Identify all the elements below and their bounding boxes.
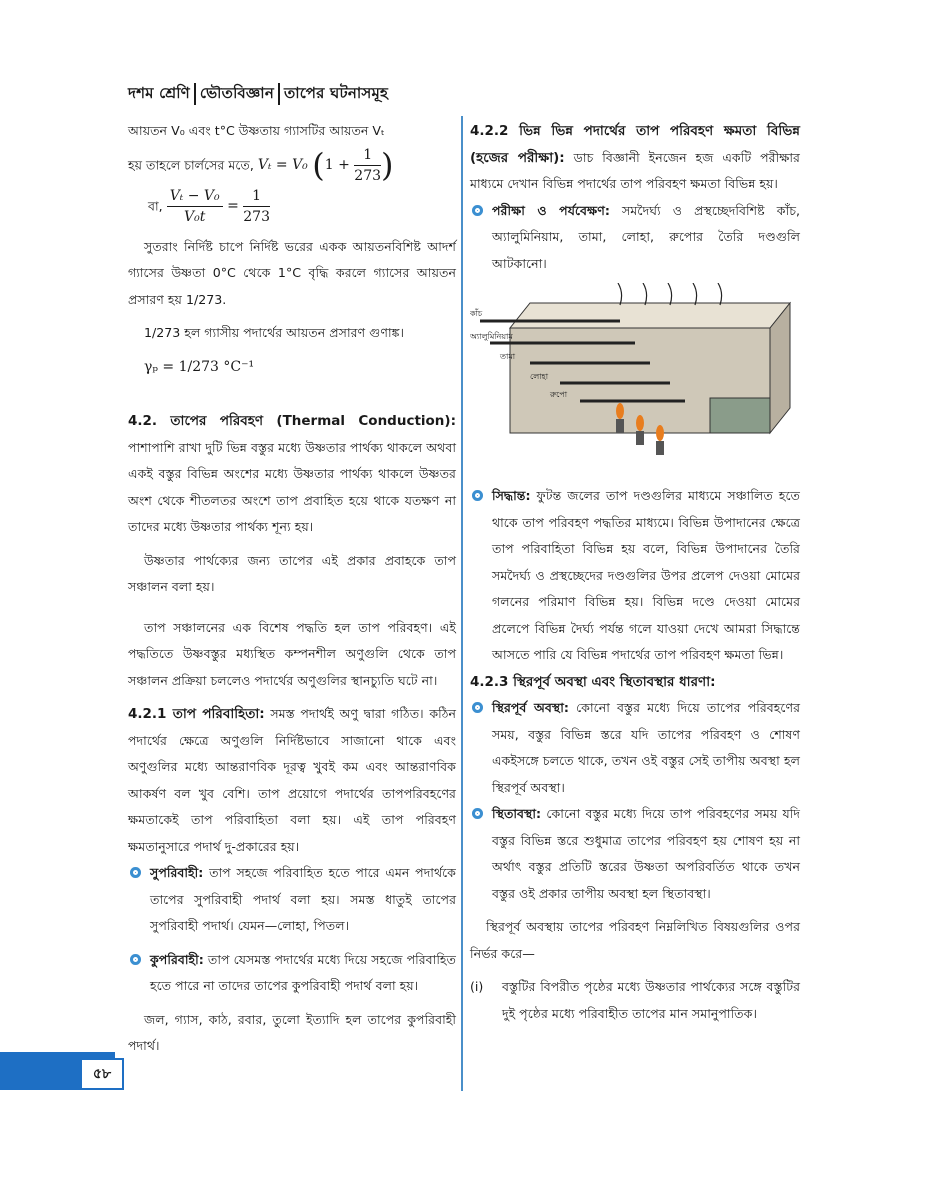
column-divider — [461, 116, 463, 1091]
bullet-icon — [472, 205, 483, 216]
header-separator — [194, 83, 196, 105]
paragraph: তাপ সঞ্চালনের এক বিশেষ পদ্ধতি হল তাপ পরিবহণ। এই পদ্ধতিতে উষ্ণবস্তুর মধ্যস্থিত কম্পনশীল অণুগুলি থেকে তাপ সঞ্চালন প্রক্রিয়া চললেও পদার্থের অণুগুলির স্থানচ্যুতি ঘটে না। — [128, 619, 456, 688]
fraction-denominator: 273 — [354, 167, 382, 184]
label-iron: লোহা — [530, 372, 549, 381]
bullet-icon — [472, 808, 483, 819]
charles-formula — [257, 145, 394, 184]
section-body: ডাচ বিজ্ঞানী ইনজেন হজ একটি পরীক্ষার মাধ্যমে দেখান বিভিন্ন পদার্থের তাপ পরিবহণ ক্ষমতা বিভিন্ন হয়। — [470, 149, 800, 191]
paren-open: ( — [312, 145, 325, 184]
paragraph: সুতরাং নির্দিষ্ট চাপে নির্দিষ্ট ভরের একক আয়তনবিশিষ্ট আদর্শ গ্যাসের উষ্ণতা 0°C থেকে 1°C বৃদ্ধি করলে গ্যাসের আয়তন প্রসারণ হয় 1/273. — [128, 238, 456, 307]
bullet-icon — [472, 490, 483, 501]
gamma-formula: γₚ = 1/273 °C⁻¹ — [144, 358, 255, 375]
bullet-body: তাপ যেসমস্ত পদার্থের মধ্যে দিয়ে সহজে পরিবাহিত হতে পারে না তাদের তাপের কুপরিবাহী পদার্থ বলা হয়। — [150, 951, 456, 993]
water-level — [710, 398, 770, 433]
label-glass: কাঁচ — [470, 309, 483, 318]
left-column — [128, 118, 456, 1060]
bullet-title: স্থিতাবস্থা: — [492, 806, 542, 821]
apparatus-diagram — [470, 283, 800, 483]
bullet-title: সিদ্ধান্ত: — [492, 488, 531, 503]
numbered-item — [470, 974, 800, 1027]
header-separator — [278, 83, 280, 105]
fraction — [167, 186, 223, 227]
equals-sign: = — [227, 198, 239, 214]
bullet-steady-state — [470, 801, 800, 907]
label-silver: রুপো — [550, 390, 568, 399]
paren-close: ) — [381, 145, 394, 184]
item-body: বস্তুটির বিপরীত পৃষ্ঠের মধ্যে উষ্ণতার পার্থক্যের সঙ্গে বস্তুটির দুই পৃষ্ঠের মধ্যে পরিবাহীত তাপের মান সমানুপাতিক। — [502, 979, 800, 1021]
section-title: 4.2.1 তাপ পরিবাহিতা: — [128, 706, 265, 722]
fraction-numerator: Vₜ − V₀ — [167, 186, 223, 207]
expansion-formula — [167, 187, 270, 225]
page-number: ৫৮ — [80, 1058, 124, 1090]
bullet-body: কোনো বস্তুর মধ্যে দিয়ে তাপ পরিবহণের সময় যদি বস্তুর বিভিন্ন স্তরে শুধুমাত্র তাপের পরিবহণ হয় শোষণ হয় না অর্থাৎ বস্তুর প্রতিটি স্তরের উষ্ণতা অপরিবর্তিত থাকে তখন বস্তুর ওই প্রকার তাপীয় অবস্থা হল স্থিতাবস্থা। — [492, 806, 800, 901]
bullet-conclusion — [470, 483, 800, 669]
bullet-experiment — [470, 198, 800, 278]
bullet-title: পরীক্ষা ও পর্যবেক্ষণ: — [492, 202, 610, 218]
header-subject: ভৌতবিজ্ঞান — [199, 84, 274, 102]
section-title: 4.2. তাপের পরিবহণ (Thermal Conduction): — [128, 413, 456, 429]
section-4-2-1 — [128, 701, 456, 860]
fraction-numerator: 1 — [354, 145, 381, 166]
label-aluminium: অ্যালুমিনিয়াম — [470, 332, 513, 341]
fraction — [243, 186, 270, 227]
ingen-housz-apparatus-figure — [470, 283, 800, 483]
formula2-line — [128, 186, 456, 227]
intro-line: আয়তন V₀ এবং t°C উষ্ণতায় গ্যাসটির আয়তন Vₜ — [128, 123, 385, 138]
bullet-good-conductor — [128, 860, 456, 940]
bullet-pre-steady-state — [470, 695, 800, 801]
bullet-body: ফুটন্ত জলের তাপ দণ্ডগুলির মাধ্যমে সঞ্চালিত হতে থাকে তাপ পরিবহণ পদ্ধতির মাধ্যমে। বিভিন্ন উপাদানের ক্ষেত্রে তাপ পরিবাহিতা বিভিন্ন হয় বলে, বিভিন্ন উপাদানের তৈরি সমদৈর্ঘ্য ও প্রস্থচ্ছেদের দণ্ডগুলির উপর প্রলেপ দেওয়া মোমের গলনের পরিমাণ বিভিন্ন হয়। বিভিন্ন দণ্ডে দেওয়া মোমের প্রলেপে বিভিন্ন দৈর্ঘ্য পর্যন্ত গলে যাওয়া দেখে আমরা সিদ্ধান্তে আসতে পারি যে বিভিন্ন পদার্থের তাপ পরিবহণ ক্ষমতা ভিন্ন। — [492, 488, 800, 662]
bullet-icon — [130, 867, 141, 878]
section-body: সমস্ত পদার্থই অণু দ্বারা গঠিত। কঠিন পদার্থের ক্ষেত্রে অণুগুলি নির্দিষ্টভাবে সাজানো থাকে এবং অণুগুলির মধ্যে আন্তরাণবিক দূরত্ব খুবই কম এবং আন্তরাণবিক আকর্ষণ বল খুব বেশি। তাপ প্রয়োগে পদার্থের তাপপরিবহণের ক্ষমতাকেই তাপ পরিবাহিতা বলা হয়। এই তাপ পরিবহণ ক্ষমতানুসারে পদার্থ দু-প্রকারের হয়। — [128, 706, 456, 854]
or-label: বা, — [148, 198, 163, 213]
paragraph: জল, গ্যাস, কাঠ, রবার, তুলো ইত্যাদি হল তাপের কুপরিবাহী পদার্থ। — [128, 1011, 456, 1053]
bullet-bad-conductor — [128, 947, 456, 1000]
bullet-title: কুপরিবাহী: — [150, 951, 204, 967]
fraction — [354, 145, 381, 186]
stirring-rods — [618, 283, 722, 305]
item-number: (i) — [470, 979, 484, 994]
fraction-denominator: 273 — [243, 208, 270, 225]
header-chapter: তাপের ঘটনাসমূহ — [283, 84, 389, 102]
bullet-body: তাপ সহজে পরিবাহিত হতে পারে এমন পদার্থকে তাপের সুপরিবাহী পদার্থ বলা হয়। সমস্ত ধাতুই তাপের সুপরিবাহী পদার্থ। যেমন—লোহা, পিতল। — [150, 865, 456, 933]
bullet-title: সুপরিবাহী: — [150, 865, 204, 880]
section-4-2 — [128, 408, 456, 541]
right-column — [470, 118, 800, 1027]
bullet-icon — [472, 702, 483, 713]
bullet-title: স্থিরপূর্ব অবস্থা: — [492, 700, 569, 715]
fraction-denominator: V₀t — [183, 208, 206, 225]
header-class: দশম শ্রেণি — [128, 84, 190, 102]
trough-top — [510, 303, 790, 328]
section-4-2-2 — [470, 118, 800, 198]
paragraph: উষ্ণতার পার্থক্যের জন্য তাপের এই প্রকার প্রবাহকে তাপ সঞ্চালন বলা হয়। — [128, 552, 456, 594]
paragraph: স্থিরপূর্ব অবস্থায় তাপের পরিবহণ নিম্নলিখিত বিষয়গুলির ওপর নির্ভর করে— — [470, 919, 800, 961]
intro-text: হয় তাহলে চার্লসের মতে, — [128, 157, 254, 172]
paragraph: 1/273 হল গ্যাসীয় পদার্থের আয়তন প্রসারণ গুণাঙ্ক। — [144, 325, 404, 340]
bullet-body: সমদৈর্ঘ্য ও প্রস্থচ্ছেদবিশিষ্ট কাঁচ, অ্যালুমিনিয়াম, তামা, লোহা, রুপোর তৈরি দণ্ডগুলি আটকানো। — [492, 202, 800, 271]
formula-lhs: Vₜ = V₀ — [257, 157, 308, 173]
fraction-numerator: 1 — [243, 186, 270, 207]
charles-law-line — [128, 145, 456, 186]
section-4-2-3-title: 4.2.3 স্থিরপূর্ব অবস্থা এবং স্থিতাবস্থার ধারণা: — [470, 673, 716, 690]
running-header — [128, 82, 388, 107]
bullet-icon — [130, 954, 141, 965]
formula-one-plus: 1 + — [324, 157, 350, 173]
label-copper: তামা — [500, 352, 516, 361]
section-body: পাশাপাশি রাখা দুটি ভিন্ন বস্তুর মধ্যে উষ্ণতার পার্থক্য থাকলে অথবা একই বস্তুর বিভিন্ন অংশের মধ্যে উষ্ণতার পার্থক্য থাকলে উষ্ণতর অংশ থেকে শীতলতর অংশে তাপ প্রবাহিত হয়ে থাকে যতক্ষণ না তাদের মধ্যে উষ্ণতার পার্থক্য শূন্য হয়। — [128, 439, 456, 534]
bullet-body: কোনো বস্তুর মধ্যে দিয়ে তাপের পরিবহণের সময়, বস্তুর বিভিন্ন স্তরে যদি তাপের পরিবহণ ও শোষণ একইসঙ্গে চলতে থাকে, তখন ওই বস্তুর সেই তাপীয় অবস্থা হল স্থিরপূর্ব অবস্থা। — [492, 700, 801, 795]
section-title: 4.2.2 ভিন্ন ভিন্ন পদার্থের তাপ পরিবহণ ক্ষমতা বিভিন্ন (হজের পরীক্ষা): — [470, 123, 800, 166]
